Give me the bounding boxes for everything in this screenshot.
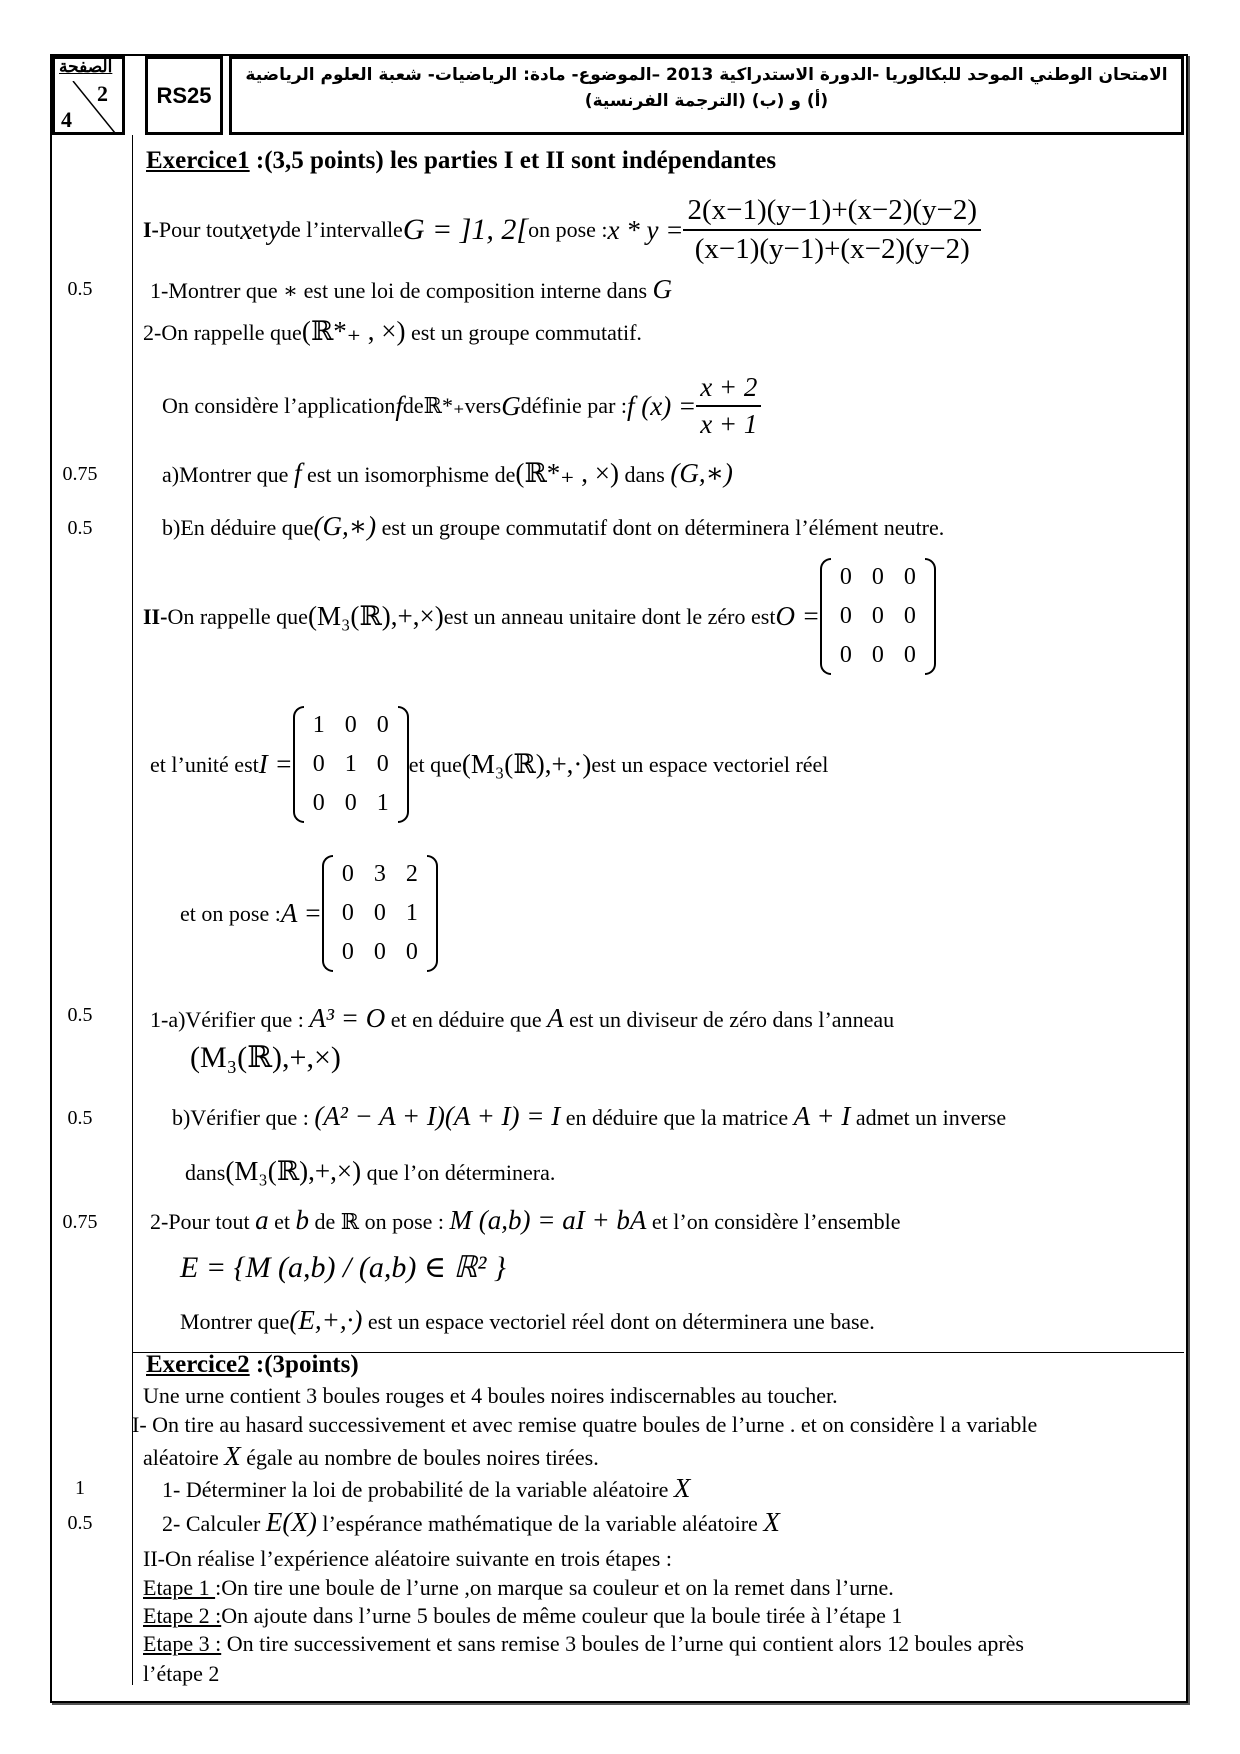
page-total: 4 [61, 107, 72, 132]
text: 2- Calculer [162, 1511, 266, 1536]
matrix-entry: 2 [405, 861, 418, 887]
step-text: On ajoute dans l’urne 5 boules de même couleur que la boule tirée à l’étape 1 [221, 1603, 903, 1628]
text: de l’intervalle [280, 217, 403, 242]
math-E-definition: E = {M (a,b) / (a,b) ∈ ℝ² } [180, 1251, 506, 1284]
matrix-entry: 0 [903, 564, 916, 590]
math-law-lhs: x * y = [607, 214, 684, 245]
matrix-entry: 0 [373, 900, 386, 926]
text: et l’on considère l’ensemble [646, 1209, 901, 1234]
math-group-G: (G,∗) [670, 458, 733, 488]
math-f: f [395, 390, 403, 421]
math-group-G: (G,∗) [313, 511, 377, 541]
math-R-plus: ℝ*₊ [423, 393, 465, 418]
math-EX: E(X) [265, 1507, 317, 1537]
text: admet un inverse [850, 1105, 1007, 1130]
text: b)En déduire que [162, 515, 314, 540]
matrix-entry: 0 [903, 642, 916, 668]
matrix-entry: 0 [376, 751, 389, 777]
question-II-1b-cont [185, 1156, 555, 1187]
math-A: A [547, 1003, 564, 1033]
matrix-entry: 1 [405, 900, 418, 926]
text: égale au nombre de boules noires tirées. [240, 1445, 599, 1470]
math-M-ab: M (a,b) = aI + bA [449, 1205, 647, 1235]
question-II-2-cont [180, 1305, 875, 1336]
question-II-1b [172, 1101, 1006, 1132]
text: et l’unité est [150, 751, 259, 777]
matrix-entry: 0 [376, 712, 389, 738]
matrix-entry: 1 [344, 751, 357, 777]
text: et en déduire que [385, 1007, 548, 1032]
score: 0.5 [67, 517, 93, 539]
text: définie par : [520, 393, 628, 418]
question-2a [162, 458, 733, 489]
question-2 [143, 316, 642, 347]
math-E-space: (E,+,·) [289, 1305, 363, 1335]
text: est un isomorphisme de [301, 462, 516, 487]
subject-code: RS25 [156, 82, 212, 108]
ex2-part2: II-On réalise l’expérience aléatoire suivante en trois étapes : [143, 1546, 672, 1571]
math-X: X [763, 1507, 780, 1537]
math-A: A = [280, 898, 322, 928]
math-G: G [652, 274, 673, 304]
part1-statement [143, 194, 981, 266]
math-I: I = [258, 749, 293, 779]
matrix-entry: 3 [373, 861, 386, 887]
exam-title-line2: (أ) و (ب) (الترجمة الفرنسية) [584, 91, 829, 111]
text: Montrer que [180, 1309, 290, 1334]
exercise1-subtitle: :(3,5 points) les parties I et II sont indépendantes [249, 147, 777, 174]
matrix-entry: 0 [839, 603, 852, 629]
matrix-entry: 0 [373, 939, 386, 965]
fraction-numerator: x + 2 [696, 372, 761, 407]
law-fraction [683, 194, 981, 266]
text: et [252, 217, 269, 242]
question-II-1a [150, 1003, 894, 1034]
application-definition [162, 372, 761, 440]
math-f: f [293, 458, 302, 488]
text: est un groupe commutatif dont on déterminera l’élément neutre. [376, 515, 945, 540]
math-X: X [224, 1441, 241, 1471]
exercise1-heading [146, 147, 776, 175]
ex2-intro: Une urne contient 3 boules rouges et 4 boules noires indiscernables au toucher. [143, 1383, 838, 1408]
A-definition [180, 855, 438, 972]
text: et [268, 1209, 296, 1234]
math-inverse-equation: (A² − A + I)(A + I) = I [314, 1101, 561, 1131]
step-label: Etape 3 : [143, 1631, 222, 1656]
page-number-box [52, 56, 125, 135]
text: est un diviseur de zéro dans l’anneau [563, 1007, 895, 1032]
math-G: G [501, 390, 521, 421]
math-a: a [255, 1205, 269, 1235]
ex2-part1-cont [143, 1441, 599, 1472]
text: 2-Pour tout [150, 1209, 256, 1234]
matrix-entry: 0 [871, 603, 884, 629]
text: de [402, 393, 424, 418]
matrix-entry: 0 [871, 642, 884, 668]
step-1 [143, 1575, 894, 1601]
fraction-numerator: 2(x−1)(y−1)+(x−2)(y−2) [683, 194, 981, 231]
text: est un anneau unitaire dont le zéro est [443, 603, 776, 629]
math-y: y [268, 214, 281, 245]
score: 0.5 [67, 278, 93, 300]
text: on pose : [528, 217, 608, 242]
text: b)Vérifier que : [172, 1105, 315, 1130]
math-X: X [673, 1473, 691, 1503]
page-current: 2 [97, 81, 108, 106]
exercise2-title: Exercice2 [146, 1351, 250, 1378]
text: On rappelle que [167, 603, 308, 629]
score: 1 [75, 1477, 85, 1499]
ex2-question-2 [162, 1507, 780, 1538]
step-text: On tire successivement et sans remise 3 boules de l’urne qui contient alors 12 boules après [221, 1631, 1024, 1656]
math-vector-space: (M₃(ℝ),+,·) [461, 749, 592, 779]
fraction-denominator: x + 1 [700, 409, 758, 439]
step-2 [143, 1603, 902, 1629]
unit-statement [150, 706, 828, 823]
part2-label: II- [143, 603, 168, 629]
matrix-entry: 0 [344, 790, 357, 816]
identity-matrix [293, 706, 409, 823]
matrix-entry: 0 [903, 603, 916, 629]
ex2-question-1 [162, 1473, 690, 1504]
exercise1-title: Exercice1 [146, 147, 250, 174]
score: 0.75 [62, 463, 98, 485]
part2-statement [143, 558, 936, 675]
text: est un espace vectoriel réel [591, 751, 829, 777]
text: de ℝ on pose : [309, 1209, 450, 1234]
text: est un groupe commutatif. [405, 320, 642, 345]
A-matrix [322, 855, 438, 972]
math-group-R: (ℝ*₊ , ×) [301, 316, 406, 346]
text: aléatoire [143, 1445, 225, 1470]
math-ring: (M₃(ℝ),+,×) [190, 1041, 341, 1074]
score: 0.75 [62, 1211, 98, 1233]
score: 0.5 [67, 1004, 93, 1026]
text: a)Montrer que [162, 462, 294, 487]
matrix-entry: 0 [312, 751, 325, 777]
math-G-definition: G = ]1, 2[ [402, 213, 529, 246]
step-label: Etape 2 : [143, 1603, 222, 1628]
exercise2-heading [146, 1351, 359, 1379]
step-label: Etape 1 [143, 1575, 216, 1600]
step-3 [143, 1631, 1024, 1657]
question-1 [150, 274, 672, 305]
matrix-entry: 0 [405, 939, 418, 965]
ex2-part1: I- On tire au hasard successivement et avec remise quatre boules de l’urne . et on considère l a variable [132, 1412, 1038, 1437]
text: dans [619, 462, 671, 487]
text: 2-On rappelle que [143, 320, 302, 345]
text: Pour tout [158, 217, 241, 242]
text: l’espérance mathématique de la variable aléatoire [316, 1511, 764, 1536]
part1-label: I- [143, 217, 159, 242]
math-O: O = [775, 601, 820, 631]
text: vers [464, 393, 502, 418]
exam-title-line1: الامتحان الوطني الموحد للبكالوريا -الدورة الاستدراكية 2013 –الموضوع- مادة: الرياضيات- شعبة العلوم الرياضية [245, 65, 1168, 85]
zero-matrix [820, 558, 936, 675]
matrix-entry: 0 [341, 939, 354, 965]
matrix-entry: 0 [871, 564, 884, 590]
text: dans [185, 1160, 226, 1185]
math-b: b [295, 1205, 310, 1235]
text: que l’on déterminera. [361, 1160, 556, 1185]
math-group-R: (ℝ*₊ , ×) [515, 458, 619, 488]
text: 1- Déterminer la loi de probabilité de la variable aléatoire [162, 1477, 674, 1502]
page-label: الصفحة [59, 57, 113, 76]
text: est un espace vectoriel réel dont on déterminera une base. [362, 1309, 875, 1334]
text: 1-a)Vérifier que : [150, 1007, 310, 1032]
score: 0.5 [67, 1107, 93, 1129]
text: 1-Montrer que ∗ est une loi de composition interne dans [150, 278, 653, 303]
margin-line [132, 135, 133, 1685]
matrix-entry: 0 [839, 564, 852, 590]
text: en déduire que la matrice [560, 1105, 794, 1130]
question-2b [162, 511, 944, 542]
math-ring: (M₃(ℝ),+,×) [307, 601, 444, 631]
matrix-entry: 0 [312, 790, 325, 816]
matrix-entry: 0 [344, 712, 357, 738]
text: et que [408, 751, 462, 777]
step-text: :On tire une boule de l’urne ,on marque sa couleur et on la remet dans l’urne. [215, 1575, 894, 1600]
text: et on pose : [180, 900, 281, 926]
matrix-entry: 0 [341, 900, 354, 926]
step-3-cont: l’étape 2 [143, 1661, 220, 1686]
matrix-entry: 1 [376, 790, 389, 816]
matrix-entry: 0 [341, 861, 354, 887]
subject-code-box [145, 56, 223, 135]
score: 0.5 [67, 1512, 93, 1534]
exercise2-subtitle: :(3points) [249, 1351, 359, 1378]
math-ring: (M₃(ℝ),+,×) [225, 1156, 362, 1186]
math-x: x [240, 214, 253, 245]
f-fraction [696, 372, 761, 440]
text: On considère l’application [162, 393, 396, 418]
matrix-entry: 0 [839, 642, 852, 668]
matrix-entry: 1 [312, 712, 325, 738]
fraction-denominator: (x−1)(y−1)+(x−2)(y−2) [694, 233, 970, 265]
exam-title-box [229, 56, 1184, 135]
math-A-plus-I: A + I [793, 1101, 851, 1131]
math-A-cubed: A³ = O [309, 1003, 386, 1033]
math-f-lhs: f (x) = [627, 390, 697, 421]
question-II-2 [150, 1205, 901, 1236]
